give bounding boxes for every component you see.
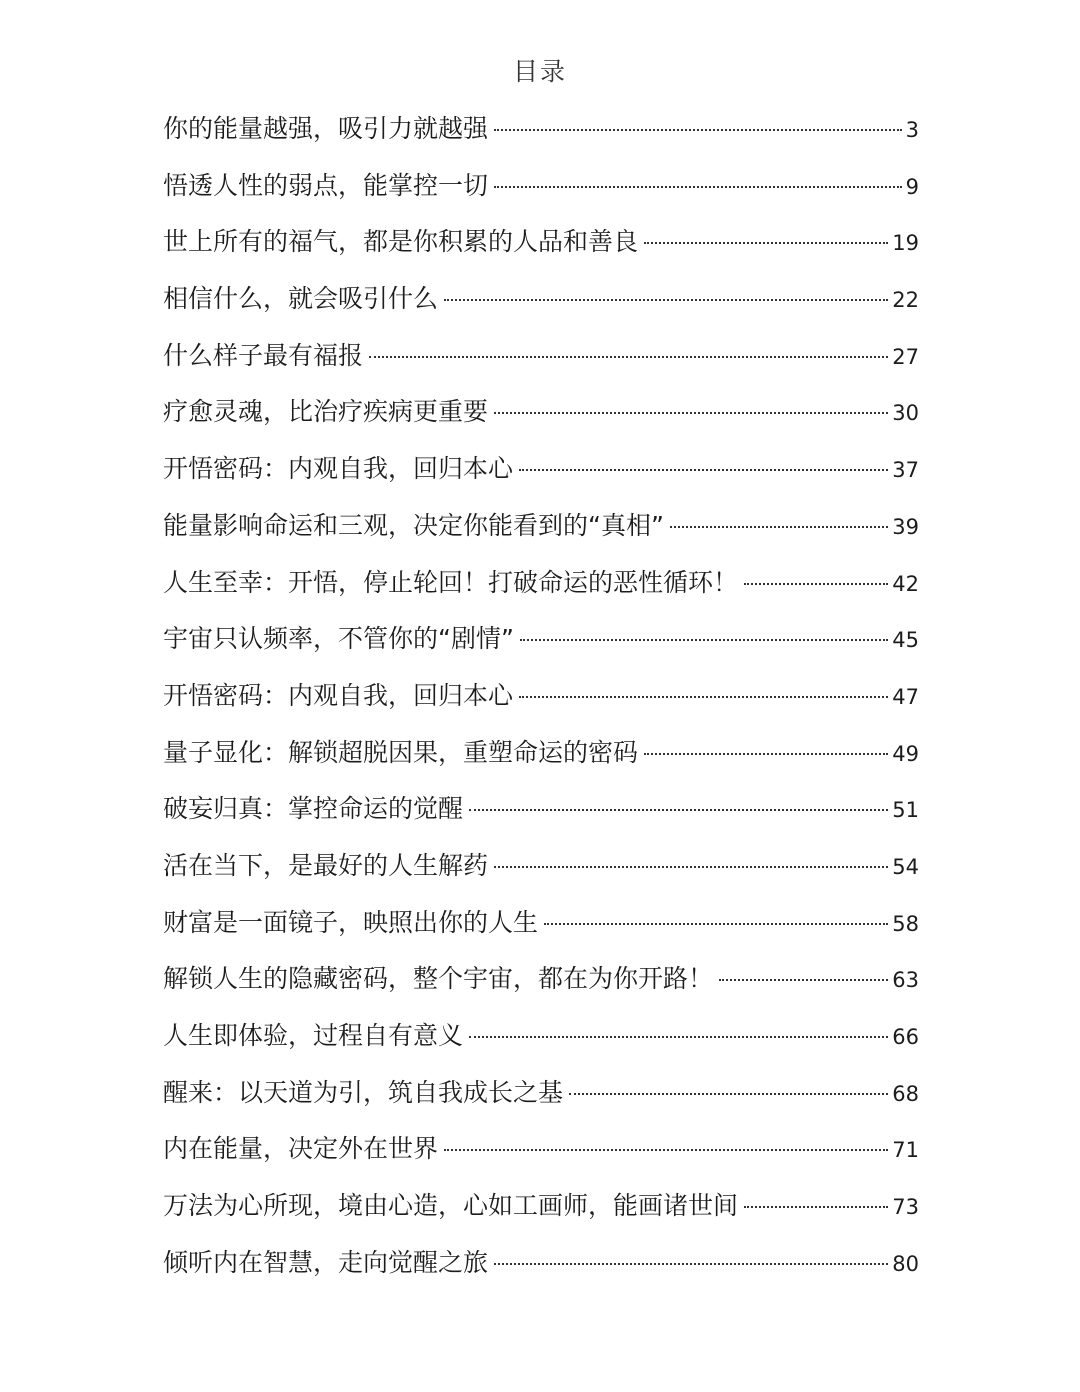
toc-entry-page-number: 27 bbox=[892, 344, 919, 369]
toc-dot-leader bbox=[519, 469, 888, 471]
toc-entry[interactable] bbox=[163, 1178, 919, 1235]
toc-entry-page-number: 19 bbox=[892, 231, 919, 256]
toc-list bbox=[163, 101, 919, 1291]
toc-entry-page-number: 73 bbox=[892, 1195, 919, 1220]
toc-dot-leader bbox=[670, 526, 888, 528]
toc-entry-title: 开悟密码：内观自我，回归本心 bbox=[163, 454, 514, 484]
toc-entry[interactable] bbox=[163, 441, 919, 498]
toc-entry[interactable] bbox=[163, 895, 919, 952]
toc-entry[interactable] bbox=[163, 158, 919, 215]
toc-dot-leader bbox=[719, 979, 888, 981]
toc-entry-page-number: 47 bbox=[892, 684, 919, 709]
toc-entry-title: 你的能量越强，吸引力就越强 bbox=[163, 114, 489, 143]
toc-entry-page-number: 80 bbox=[892, 1251, 919, 1276]
toc-entry-title: 万法为心所现，境由心造，心如工画师，能画诸世间 bbox=[163, 1191, 739, 1221]
toc-entry-page-number: 63 bbox=[892, 968, 919, 993]
toc-entry-title: 相信什么，就会吸引什么 bbox=[163, 284, 439, 314]
toc-entry-title: 能量影响命运和三观，决定你能看到的“真相” bbox=[163, 510, 664, 540]
toc-dot-leader bbox=[469, 1036, 888, 1038]
toc-entry[interactable] bbox=[163, 781, 919, 838]
toc-dot-leader bbox=[494, 186, 902, 188]
toc-entry[interactable] bbox=[163, 384, 919, 441]
toc-dot-leader bbox=[444, 1149, 888, 1151]
toc-entry[interactable] bbox=[163, 1235, 919, 1292]
toc-entry-title: 醒来：以天道为引，筑自我成长之基 bbox=[163, 1077, 564, 1107]
toc-dot-leader bbox=[569, 1093, 888, 1095]
toc-entry[interactable] bbox=[163, 498, 919, 555]
toc-entry-page-number: 22 bbox=[892, 288, 919, 313]
toc-entry[interactable] bbox=[163, 214, 919, 271]
toc-entry[interactable] bbox=[163, 1008, 919, 1065]
toc-entry-page-number: 9 bbox=[905, 174, 919, 199]
toc-entry-page-number: 49 bbox=[892, 741, 919, 766]
toc-entry[interactable] bbox=[163, 951, 919, 1008]
toc-entry-title: 世上所有的福气，都是你积累的人品和善良 bbox=[163, 227, 639, 257]
toc-dot-leader bbox=[744, 583, 888, 585]
toc-entry-page-number: 37 bbox=[892, 458, 919, 483]
toc-dot-leader bbox=[369, 356, 888, 358]
toc-dot-leader bbox=[644, 242, 888, 244]
toc-entry-page-number: 54 bbox=[892, 854, 919, 879]
toc-entry-page-number: 42 bbox=[892, 571, 919, 596]
toc-entry-page-number: 30 bbox=[892, 401, 919, 426]
toc-entry-page-number: 71 bbox=[892, 1138, 919, 1163]
toc-entry[interactable] bbox=[163, 101, 919, 158]
toc-entry-title: 解锁人生的隐藏密码，整个宇宙，都在为你开路！ bbox=[163, 964, 714, 994]
toc-entry-title: 财富是一面镜子，映照出你的人生 bbox=[163, 907, 539, 937]
toc-entry-page-number: 39 bbox=[892, 514, 919, 539]
toc-entry-page-number: 66 bbox=[892, 1025, 919, 1049]
toc-entry-title: 悟透人性的弱点，能掌控一切 bbox=[163, 170, 489, 200]
toc-entry-page-number: 3 bbox=[905, 118, 919, 142]
toc-entry[interactable] bbox=[163, 838, 919, 895]
toc-entry-title: 疗愈灵魂，比治疗疾病更重要 bbox=[163, 397, 489, 427]
toc-entry-title: 开悟密码：内观自我，回归本心 bbox=[163, 680, 514, 710]
toc-entry-page-number: 51 bbox=[892, 798, 919, 823]
toc-dot-leader bbox=[494, 412, 888, 414]
toc-entry[interactable] bbox=[163, 725, 919, 782]
toc-dot-leader bbox=[494, 866, 888, 868]
toc-dot-leader bbox=[519, 696, 888, 698]
toc-entry[interactable] bbox=[163, 328, 919, 385]
toc-entry[interactable] bbox=[163, 611, 919, 668]
toc-entry[interactable] bbox=[163, 271, 919, 328]
toc-entry-title: 量子显化：解锁超脱因果，重塑命运的密码 bbox=[163, 737, 639, 767]
toc-entry-title: 人生即体验，过程自有意义 bbox=[163, 1021, 464, 1050]
toc-dot-leader bbox=[494, 129, 902, 131]
toc-dot-leader bbox=[520, 639, 888, 641]
toc-entry[interactable] bbox=[163, 668, 919, 725]
toc-entry[interactable] bbox=[163, 1121, 919, 1178]
toc-dot-leader bbox=[494, 1263, 888, 1265]
toc-dot-leader bbox=[744, 1206, 888, 1208]
toc-entry-title: 内在能量，决定外在世界 bbox=[163, 1134, 439, 1164]
toc-entry-title: 活在当下，是最好的人生解药 bbox=[163, 850, 489, 880]
toc-entry-title: 宇宙只认频率，不管你的“剧情” bbox=[163, 624, 514, 654]
toc-entry-title: 破妄归真：掌控命运的觉醒 bbox=[163, 794, 464, 824]
toc-dot-leader bbox=[444, 299, 888, 301]
toc-entry-title: 人生至幸：开悟，停止轮回！打破命运的恶性循环！ bbox=[163, 567, 739, 597]
toc-dot-leader bbox=[544, 923, 888, 925]
toc-entry-page-number: 45 bbox=[892, 628, 919, 653]
toc-entry[interactable] bbox=[163, 555, 919, 612]
toc-entry-title: 倾听内在智慧，走向觉醒之旅 bbox=[163, 1247, 489, 1277]
toc-entry-page-number: 58 bbox=[892, 911, 919, 936]
toc-entry-title: 什么样子最有福报 bbox=[163, 340, 364, 370]
toc-entry-page-number: 68 bbox=[892, 1081, 919, 1106]
toc-entry[interactable] bbox=[163, 1065, 919, 1122]
toc-title: 目录 bbox=[512, 57, 567, 86]
toc-dot-leader bbox=[469, 809, 888, 811]
toc-dot-leader bbox=[644, 753, 888, 755]
